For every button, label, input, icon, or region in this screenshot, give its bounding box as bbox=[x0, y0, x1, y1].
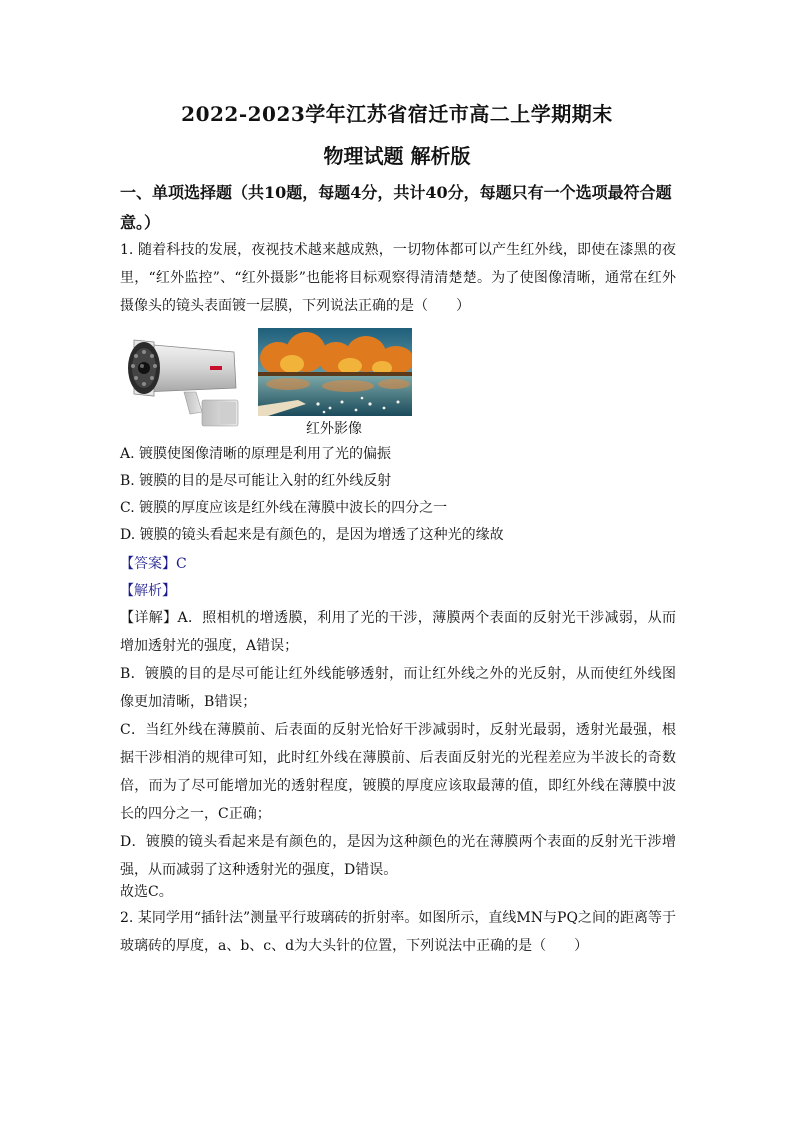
analysis-label: 【解析】 bbox=[120, 583, 176, 599]
document-subtitle: 物理试题 解析版 bbox=[323, 144, 471, 168]
option-d: D. 镀膜的镜头看起来是有颜色的，是因为增透了这种光的缘故 bbox=[120, 527, 504, 543]
document-title: 2022-2023学年江苏省宿迁市高二上学期期末 bbox=[181, 102, 613, 126]
image-caption: 红外影像 bbox=[306, 421, 362, 437]
option-a: A. 镀膜使图像清晰的原理是利用了光的偏振 bbox=[120, 446, 392, 462]
question-1-stem: 1. 随着科技的发展，夜视技术越来越成熟，一切物体都可以产生红外线，即使在漆黑的夜里，“红外监控”、“红外摄影”也能将目标观察得清清楚楚。为了使图像清晰，通常在红外摄像头的镜头表面镀一层膜，下列说法正确的是（ ） bbox=[120, 242, 676, 314]
detail-b: B．镀膜的目的是尽可能让红外线能够透射，而让红外线之外的光反射，从而使红外线图像更加清晰，B错误； bbox=[120, 666, 676, 710]
question-2-stem: 2. 某同学用“插针法”测量平行玻璃砖的折射率。如图所示，直线MN与PQ之间的距离等于玻璃砖的厚度，a、b、c、d为大头针的位置，下列说法中正确的是（ ） bbox=[120, 910, 676, 954]
section-heading: 一、单项选择题（共10题，每题4分，共计40分，每题只有一个选项最符合题意。） bbox=[120, 183, 672, 232]
detail-d: D．镀膜的镜头看起来是有颜色的，是因为这种颜色的光在薄膜两个表面的反射光干涉增强，从而减弱了这种透射光的强度，D错误。 bbox=[120, 834, 676, 878]
option-c: C. 镀膜的厚度应该是红外线在薄膜中波长的四分之一 bbox=[120, 500, 448, 516]
detail-a: 【详解】A．照相机的增透膜，利用了光的干涉，薄膜两个表面的反射光干涉减弱，从而增加透射光的强度，A错误； bbox=[120, 610, 676, 654]
answer-label: 【答案】C bbox=[120, 556, 187, 572]
infrared-landscape-image bbox=[258, 328, 412, 416]
detail-c: C．当红外线在薄膜前、后表面的反射光恰好干涉减弱时，反射光最弱，透射光最强，根据干涉相消的规律可知，此时红外线在薄膜前、后表面反射光的光程差应为半波长的奇数倍，而为了尽可能增加光的透射程度，镀膜的厚度应该取最薄的值，即红外线在薄膜中波长的四分之一，C正确； bbox=[120, 722, 676, 822]
security-camera-image bbox=[124, 330, 246, 430]
option-b: B. 镀膜的目的是尽可能让入射的红外线反射 bbox=[120, 473, 392, 489]
conclusion: 故选C。 bbox=[120, 884, 173, 900]
